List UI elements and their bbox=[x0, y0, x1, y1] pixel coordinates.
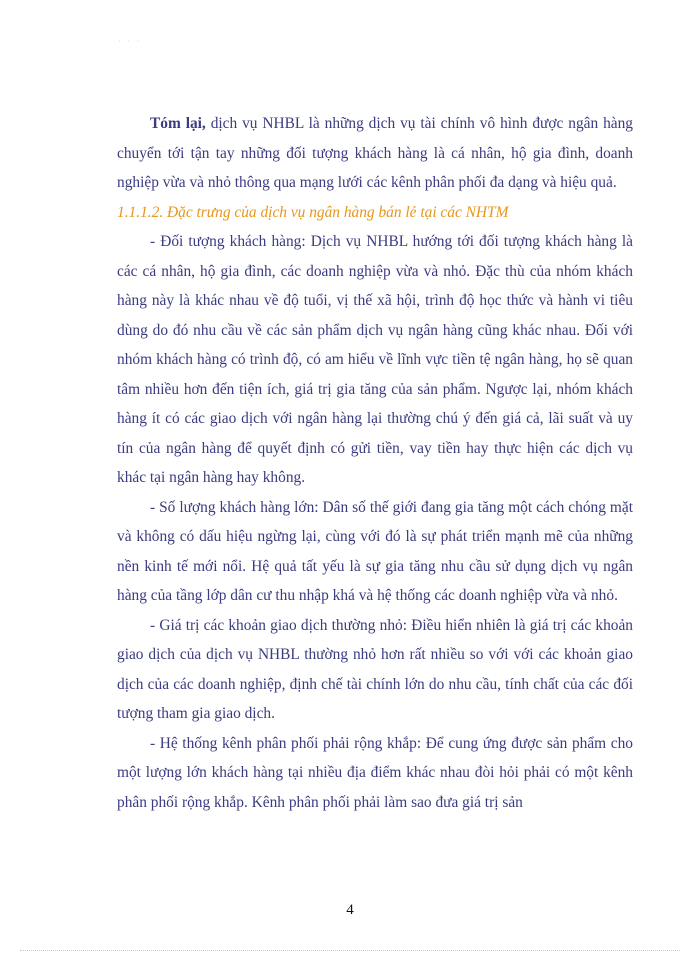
paragraph-distribution-channel: - Hệ thống kênh phân phối phải rộng khắp: Để cung ứng được sản phẩm cho một lượng lớn khách hàng tại nhiều địa điểm khác nhau đòi hỏi phải có một kênh phân phối rộng khắp. Kênh phân phối phải làm sao đưa giá trị sản bbox=[117, 734, 633, 811]
summary-lead: Tóm lại, bbox=[150, 115, 206, 132]
body-text bbox=[117, 109, 633, 817]
header-mark: · · · bbox=[118, 36, 142, 46]
section-subheading: 1.1.1.2. Đặc trưng của dịch vụ ngân hàng bán lẻ tại các NHTM bbox=[117, 203, 509, 221]
bottom-divider bbox=[20, 950, 680, 951]
paragraph-customer-count: - Số lượng khách hàng lớn: Dân số thế giới đang gia tăng một cách chóng mặt và không có dấu hiệu ngừng lại, cùng với đó là sự phát triển mạnh mẽ của những nền kinh tế mới nổi. Hệ quả tất yếu là sự gia tăng nhu cầu sử dụng dịch vụ ngân hàng của tầng lớp dân cư thu nhập khá và hệ thống các doanh nghiệp vừa và nhỏ. bbox=[117, 498, 633, 604]
paragraph-transaction-value: - Giá trị các khoản giao dịch thường nhỏ: Điều hiển nhiên là giá trị các khoản giao dịch của dịch vụ NHBL thường nhỏ hơn rất nhiều so với với các khoản giao dịch của các doanh nghiệp, định chế tài chính lớn do nhu cầu, tính chất của các đối tượng tham gia giao dịch. bbox=[117, 616, 633, 722]
summary-text: dịch vụ NHBL là những dịch vụ tài chính vô hình được ngân hàng chuyển tới tận tay những đối tượng khách hàng là cá nhân, hộ gia đình, doanh nghiệp vừa và nhỏ thông qua mạng lưới các kênh phân phối đa dạng và hiệu quả. bbox=[117, 115, 633, 191]
page-number: 4 bbox=[346, 902, 354, 918]
summary-paragraph bbox=[117, 109, 633, 198]
paragraph-customer-target: - Đối tượng khách hàng: Dịch vụ NHBL hướng tới đối tượng khách hàng là các cá nhân, hộ gia đình, các doanh nghiệp vừa và nhỏ. Đặc thù của nhóm khách hàng này là khác nhau về độ tuổi, vị thế xã hội, trình độ học thức và hành vi tiêu dùng do đó nhu cầu về các sản phẩm dịch vụ ngân hàng cũng khác nhau. Đối với nhóm khách hàng có trình độ, có am hiểu về lĩnh vực tiền tệ ngân hàng, họ sẽ quan tâm nhiều hơn đến tiện ích, giá trị gia tăng của sản phẩm. Ngược lại, nhóm khách hàng ít có các giao dịch với ngân hàng lại thường chú ý đến giá cả, lãi suất và uy tín của ngân hàng để quyết định có gửi tiền, vay tiền hay thực hiện các dịch vụ khác tại ngân hàng hay không. bbox=[117, 233, 633, 486]
